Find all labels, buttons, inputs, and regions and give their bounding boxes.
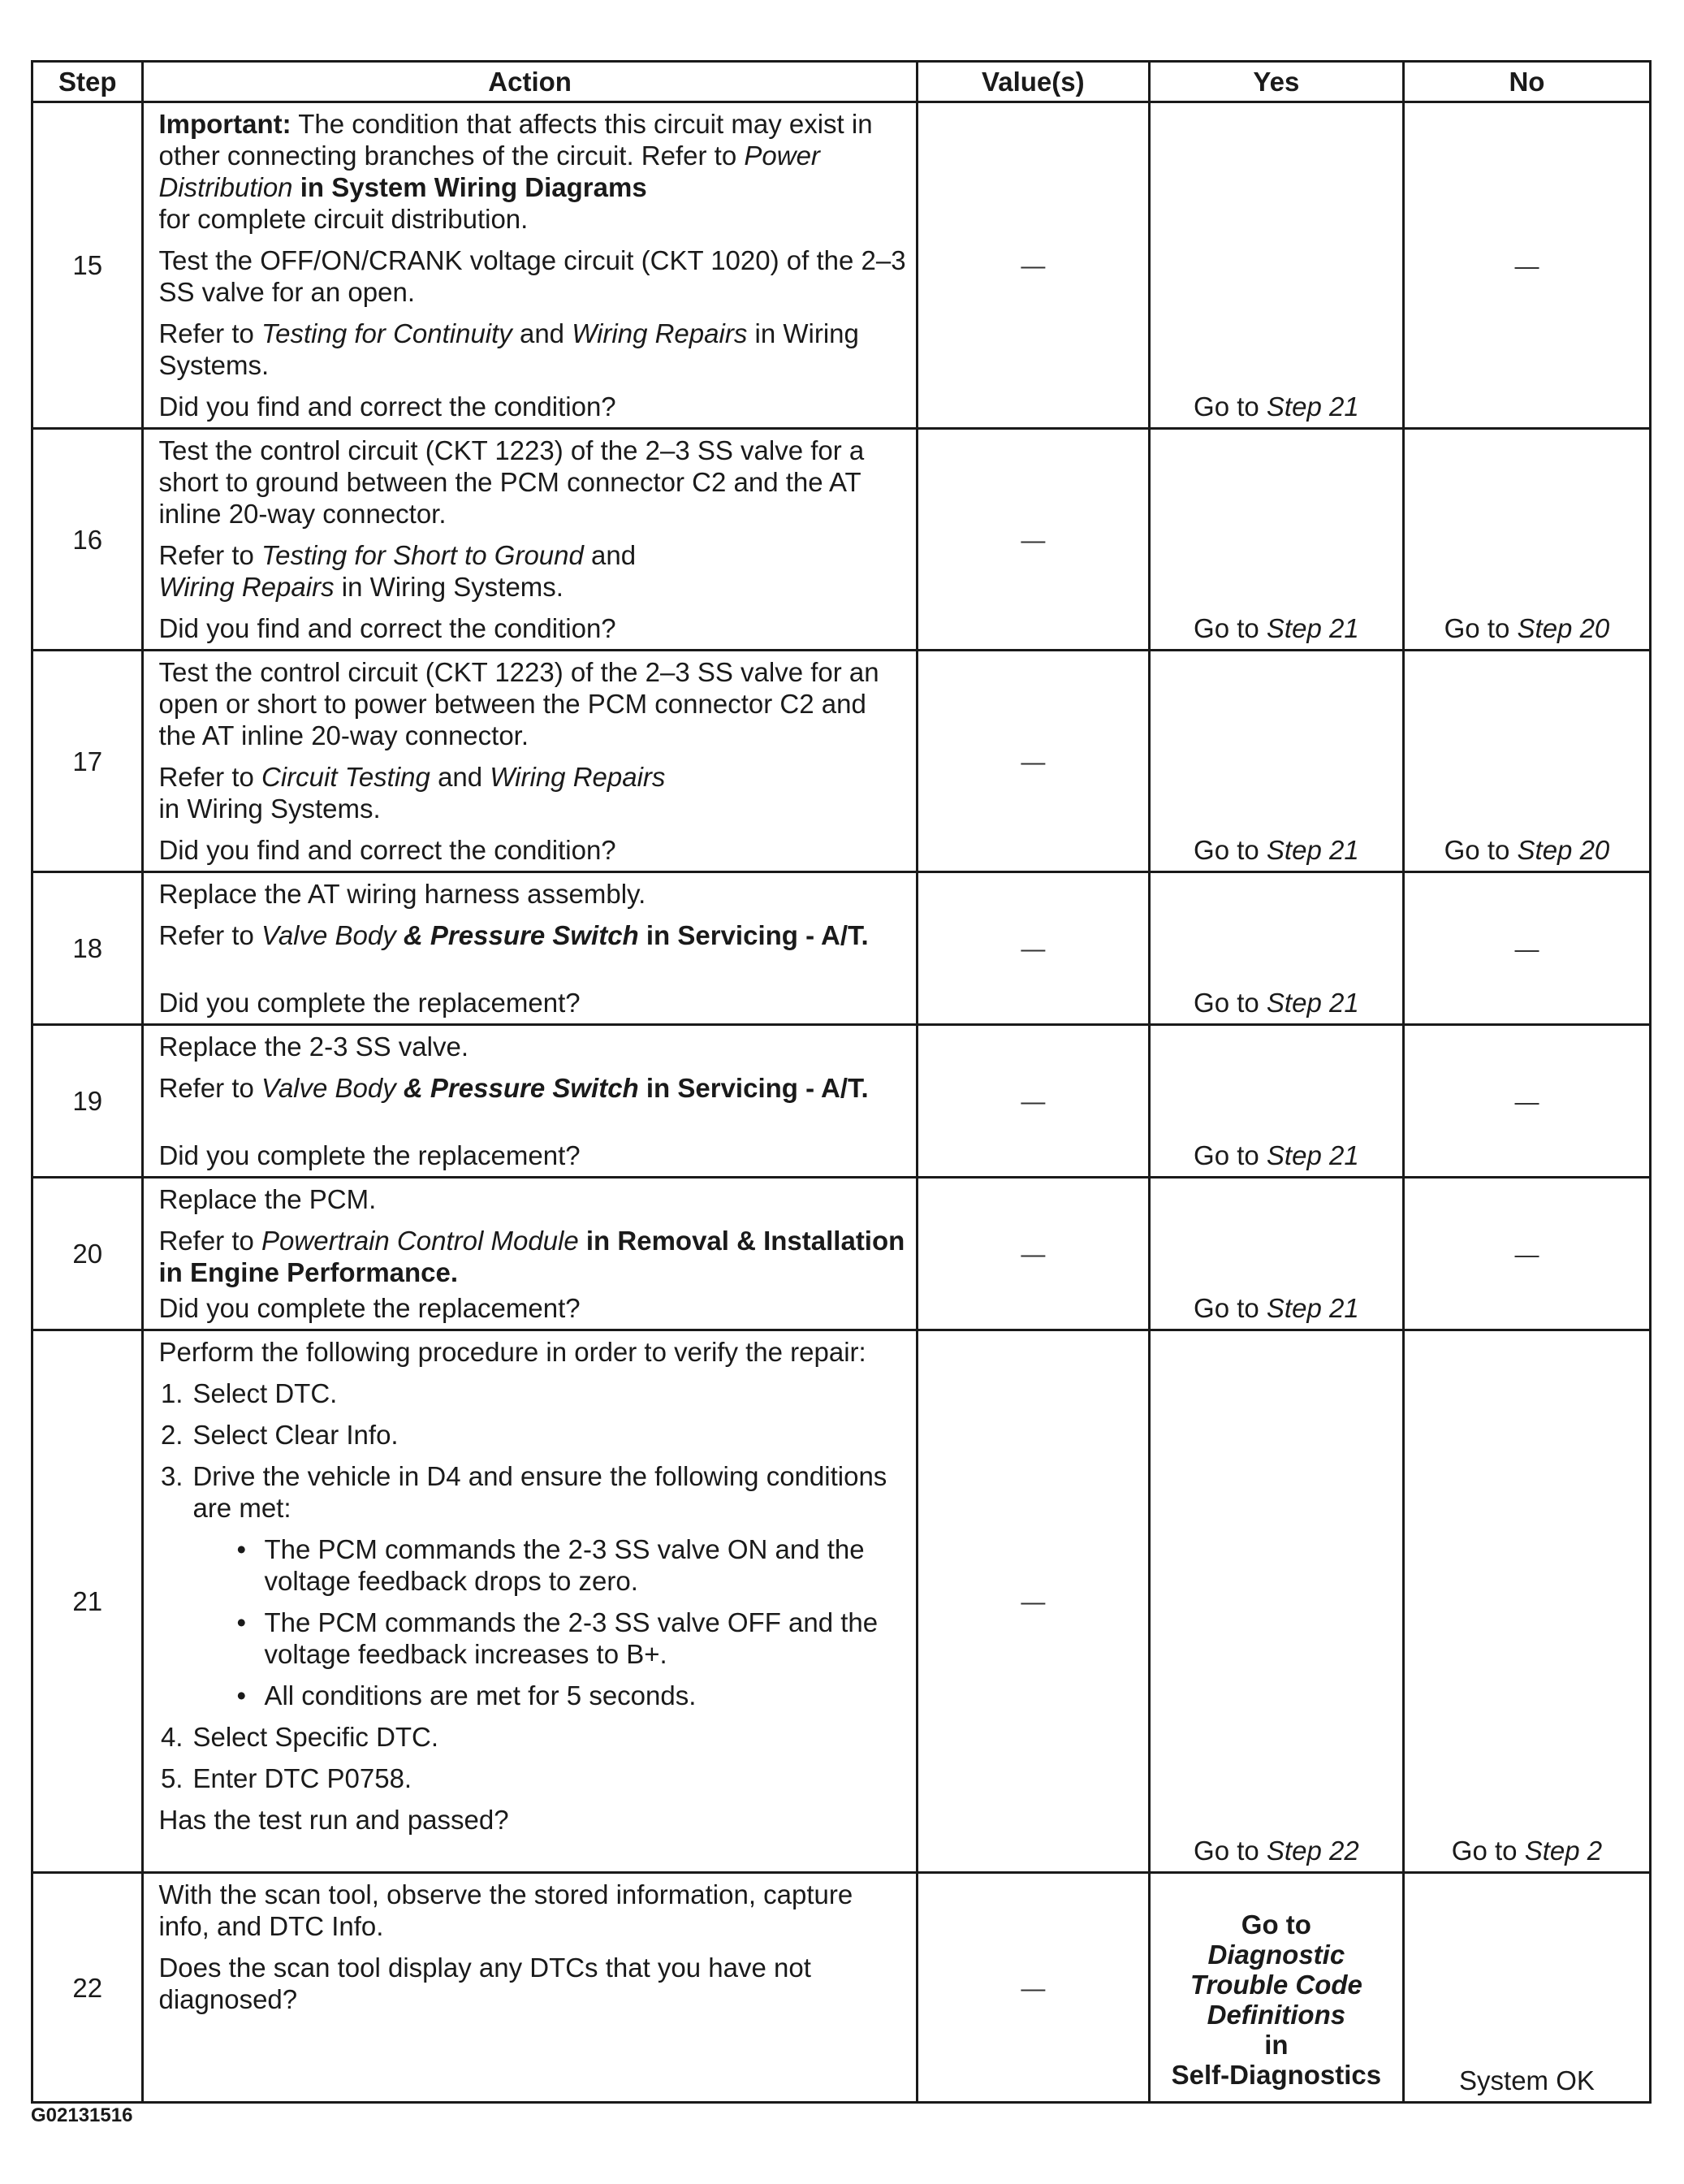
action-text: Test the OFF/ON/CRANK voltage circuit (CKT 1020) of the 2–3 SS valve for an open.	[158, 245, 906, 307]
table-row	[32, 1178, 1651, 1330]
value-cell: —	[917, 1873, 1149, 2103]
yes-cell: Go to Step 21	[1149, 429, 1403, 651]
step-number: 18	[32, 872, 143, 1025]
list-item: • The PCM commands the 2-3 SS valve ON and the voltage feedback drops to zero.	[236, 1534, 865, 1596]
header-no: No	[1403, 62, 1650, 102]
action-text: With the scan tool, observe the stored information, capture info, and DTC Info.	[158, 1879, 853, 1941]
procedure-list	[158, 1377, 907, 1524]
value-cell: —	[917, 429, 1149, 651]
action-cell	[143, 1330, 917, 1873]
no-cell: —	[1403, 102, 1650, 429]
value-cell: —	[917, 1025, 1149, 1178]
step-number: 20	[32, 1178, 143, 1330]
header-action: Action	[143, 62, 917, 102]
important-note: Important: The condition that affects this circuit may exist in other connecting branches of the circuit. Refer to Power Distribution in System Wiring Diagrams for complete circuit distribution.	[158, 109, 873, 234]
reference-text: Refer to Testing for Continuity and Wiring Repairs in Wiring Systems.	[158, 318, 859, 380]
table-row	[32, 1330, 1651, 1873]
step-number: 19	[32, 1025, 143, 1178]
question-text: Did you find and correct the condition?	[158, 391, 616, 422]
table-row	[32, 429, 1651, 651]
action-cell	[143, 1873, 917, 2103]
list-item: • All conditions are met for 5 seconds.	[236, 1680, 697, 1710]
action-cell	[143, 429, 917, 651]
yes-cell	[1149, 1873, 1403, 2103]
yes-cell: Go to Step 21	[1149, 1025, 1403, 1178]
header-yes: Yes	[1149, 62, 1403, 102]
value-cell: —	[917, 651, 1149, 872]
diagnostic-table	[31, 60, 1652, 2104]
header-step: Step	[32, 62, 143, 102]
question-text: Did you complete the replacement?	[158, 988, 581, 1018]
value-cell: —	[917, 102, 1149, 429]
question-text: Did you complete the replacement?	[158, 1293, 581, 1323]
list-item: 1. Select DTC.	[160, 1378, 338, 1408]
table-row	[32, 102, 1651, 429]
table-row	[32, 1873, 1651, 2103]
step-number: 21	[32, 1330, 143, 1873]
no-cell: Go to Step 20	[1403, 429, 1650, 651]
action-cell	[143, 1178, 917, 1330]
table-row	[32, 872, 1651, 1025]
procedure-intro: Perform the following procedure in order to verify the repair:	[158, 1337, 866, 1367]
step-number: 17	[32, 651, 143, 872]
action-cell	[143, 1025, 917, 1178]
action-text: Test the control circuit (CKT 1223) of the 2–3 SS valve for an open or short to power between the PCM connector C2 and the AT inline 20-way connector.	[158, 657, 879, 750]
reference-text: Refer to Testing for Short to Ground and Wiring Repairs in Wiring Systems.	[158, 540, 637, 602]
value-cell: —	[917, 1330, 1149, 1873]
action-cell	[143, 651, 917, 872]
no-cell: —	[1403, 1178, 1650, 1330]
reference-text: Refer to Valve Body & Pressure Switch in Servicing - A/T.	[158, 920, 869, 950]
yes-cell: Go to Step 21	[1149, 102, 1403, 429]
value-cell: —	[917, 872, 1149, 1025]
step-number: 15	[32, 102, 143, 429]
list-item: 5. Enter DTC P0758.	[160, 1763, 412, 1793]
question-text: Did you find and correct the condition?	[158, 835, 616, 865]
reference-text: Refer to Circuit Testing and Wiring Repairs in Wiring Systems.	[158, 762, 666, 824]
action-text: Test the control circuit (CKT 1223) of the 2–3 SS valve for a short to ground between the PCM connector C2 and the AT inline 20-way connector.	[158, 435, 865, 529]
yes-cell: Go to Step 21	[1149, 651, 1403, 872]
reference-text: Refer to Powertrain Control Module in Removal & Installation in Engine Performance.	[158, 1226, 905, 1287]
question-text: Has the test run and passed?	[158, 1805, 509, 1835]
no-cell: —	[1403, 872, 1650, 1025]
yes-reference: Go to Diagnostic Trouble Code Definitions in Self-Diagnostics	[1171, 1909, 1382, 2090]
figure-id: G02131516	[31, 2104, 133, 2126]
table-row	[32, 651, 1651, 872]
reference-text: Refer to Valve Body & Pressure Switch in Servicing - A/T.	[158, 1073, 869, 1103]
step-number: 16	[32, 429, 143, 651]
list-item: 4. Select Specific DTC.	[160, 1722, 439, 1752]
table-row	[32, 1025, 1651, 1178]
header-row	[32, 62, 1651, 102]
action-cell	[143, 102, 917, 429]
yes-cell: Go to Step 21	[1149, 872, 1403, 1025]
no-cell: Go to Step 2	[1403, 1330, 1650, 1873]
question-text: Did you complete the replacement?	[158, 1140, 581, 1170]
no-cell: Go to Step 20	[1403, 651, 1650, 872]
conditions-list	[158, 1533, 907, 1711]
list-item: 2. Select Clear Info.	[160, 1420, 399, 1450]
question-text: Does the scan tool display any DTCs that you have not diagnosed?	[158, 1953, 811, 2014]
action-text: Replace the 2-3 SS valve.	[158, 1031, 469, 1062]
yes-cell: Go to Step 21	[1149, 1178, 1403, 1330]
no-cell: —	[1403, 1025, 1650, 1178]
no-cell: System OK	[1403, 1873, 1650, 2103]
action-text: Replace the PCM.	[158, 1184, 377, 1214]
procedure-list-continued	[158, 1721, 907, 1794]
list-item: • The PCM commands the 2-3 SS valve OFF and the voltage feedback increases to B+.	[236, 1607, 879, 1669]
step-number: 22	[32, 1873, 143, 2103]
question-text: Did you find and correct the condition?	[158, 613, 616, 643]
action-cell	[143, 872, 917, 1025]
action-text: Replace the AT wiring harness assembly.	[158, 879, 646, 909]
value-cell: —	[917, 1178, 1149, 1330]
list-item: 3. Drive the vehicle in D4 and ensure the following conditions are met:	[160, 1461, 887, 1523]
header-values: Value(s)	[917, 62, 1149, 102]
yes-cell: Go to Step 22	[1149, 1330, 1403, 1873]
